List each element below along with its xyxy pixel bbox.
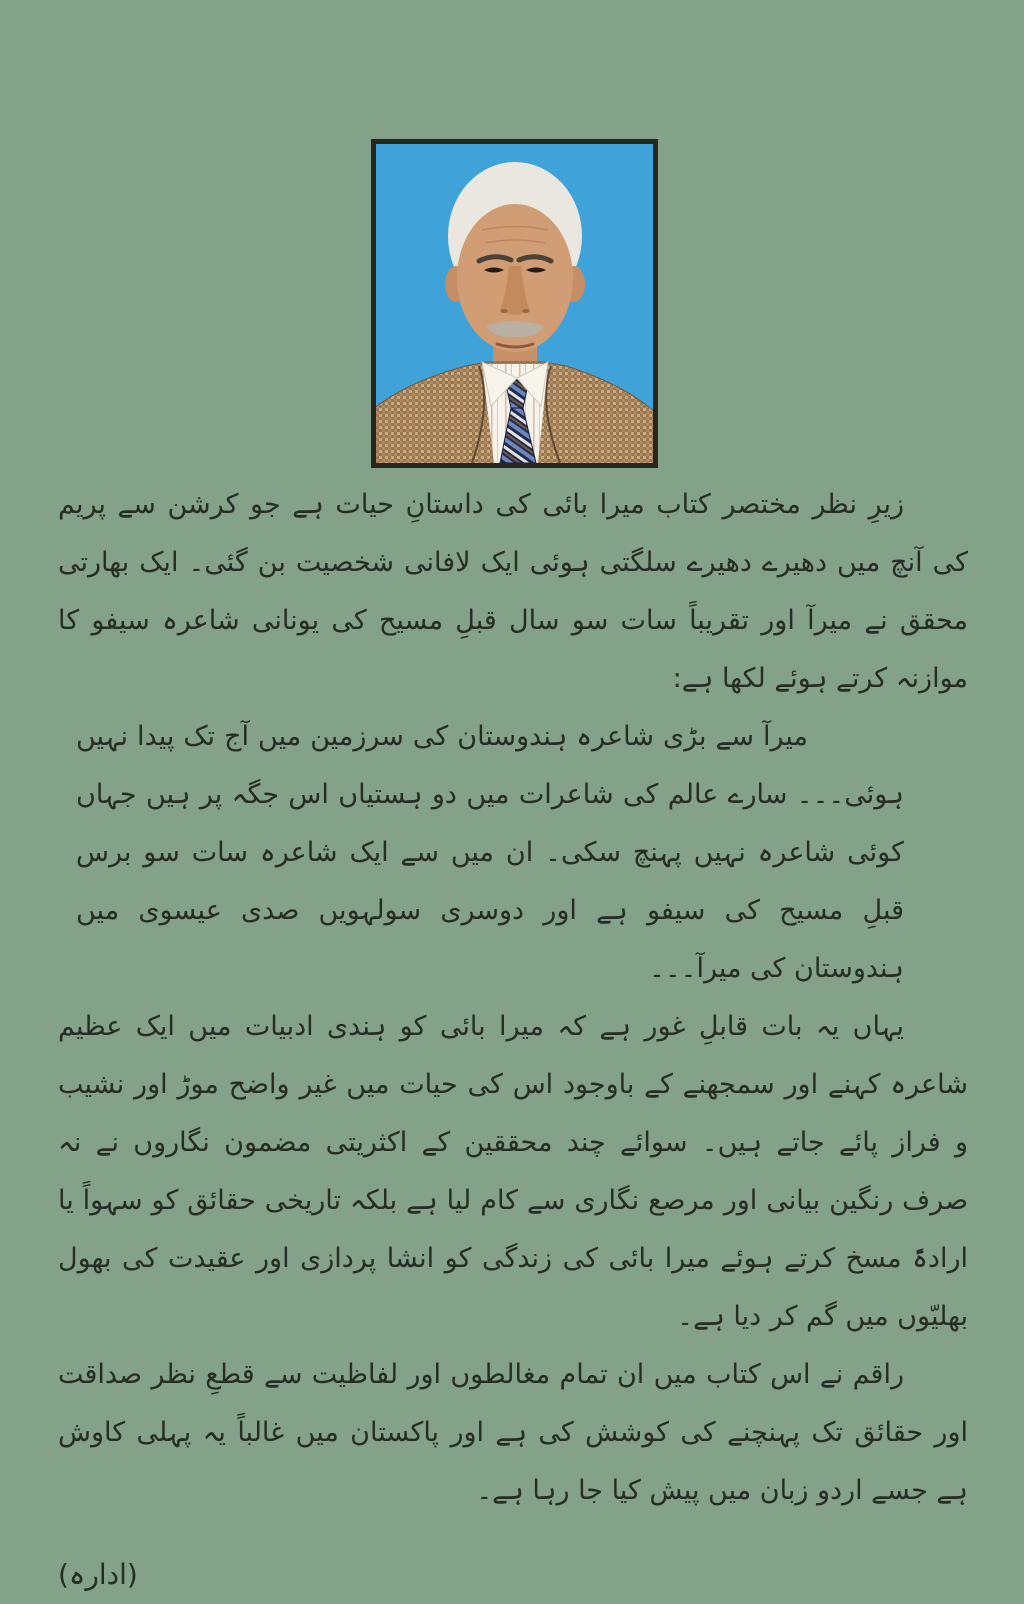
blurb-text-block bbox=[58, 476, 968, 1604]
quote-paragraph: میرآ سے بڑی شاعرہ ہندوستان کی سرزمین میں آج تک پیدا نہیں ہوئی۔۔۔ سارے عالم کی شاعرات میں دو ہستیاں اس جگہ پر ہیں جہاں کوئی شاعرہ نہیں پہنچ سکی۔ ان میں سے ایک شاعرہ سات سو برس قبلِ مسیح کی سیفو ہے اور دوسری سولہویں صدی عیسوی میں ہندوستان کی میرآ۔۔۔ bbox=[76, 721, 904, 984]
intro-paragraph: زیرِ نظر مختصر کتاب میرا بائی کی داستانِ حیات ہے جو کرشن سے پریم کی آنچ میں دھیرے دھیرے سلگتی ہوئی ایک لافانی شخصیت بن گئی۔ ایک بھارتی محقق نے میرآ اور تقریباً سات سو سال قبلِ مسیح کی یونانی شاعرہ سیفو کا موازنہ کرتے ہوئے لکھا ہے: bbox=[58, 489, 968, 694]
publisher-signature: (ادارہ) bbox=[58, 1558, 138, 1591]
author-photo-frame bbox=[371, 139, 658, 468]
commentary-paragraph: یہاں یہ بات قابلِ غور ہے کہ میرا بائی کو ہندی ادبیات میں ایک عظیم شاعرہ کہنے اور سمجھنے کے باوجود اس کی حیات میں غیر واضح موڑ اور نشیب و فراز پائے جاتے ہیں۔ سوائے چند محققین کے اکثریتی مضمون نگاروں نے نہ صرف رنگین بیانی اور مرصع نگاری سے کام لیا ہے بلکہ تاریخی حقائق کو سہواً یا ارادۃً مسخ کرتے ہوئے میرا بائی کی زندگی کو انشا پردازی اور عقیدت کی بھول بھلیّوں میں گم کر دیا ہے۔ bbox=[58, 1011, 968, 1332]
author-portrait-image bbox=[376, 144, 653, 463]
closing-paragraph: راقم نے اس کتاب میں ان تمام مغالطوں اور لفاظیت سے قطعِ نظر صداقت اور حقائق تک پہنچنے کی کوشش کی ہے اور پاکستان میں غالباً یہ پہلی کاوش ہے جسے اردو زبان میں پیش کیا جا رہا ہے۔ bbox=[58, 1359, 968, 1506]
